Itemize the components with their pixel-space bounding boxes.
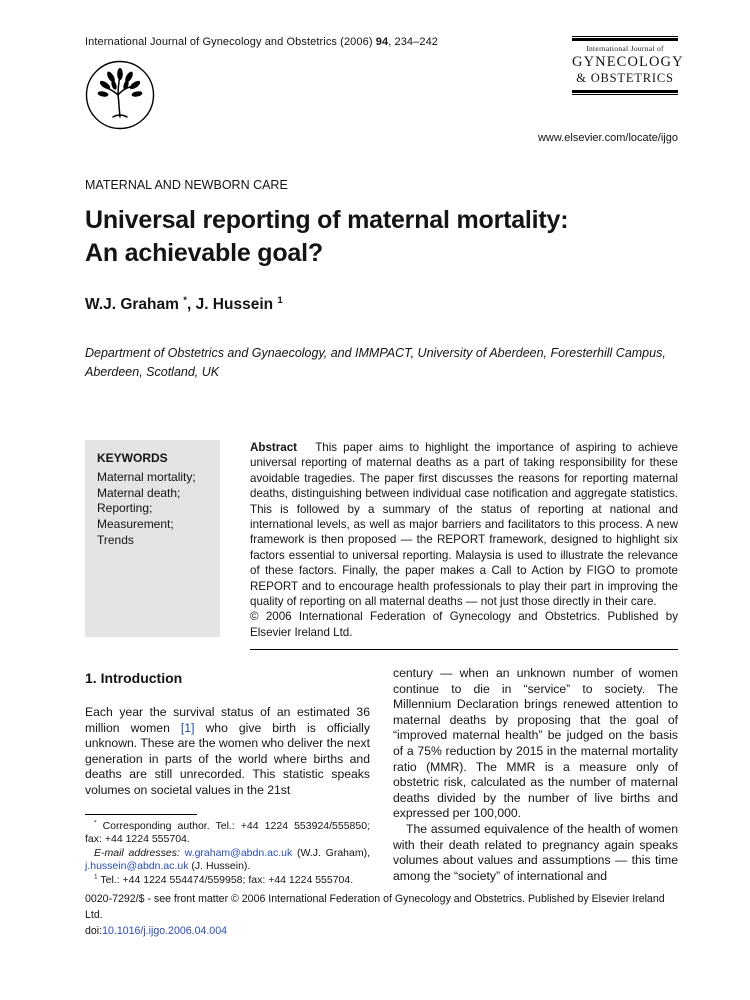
page-footer — [85, 892, 685, 940]
citation-pages: , 234–242 — [388, 36, 439, 48]
footnote-tel: $^1$ Tel.: +44 1224 554474/559958; fax: +44 1224 555704. — [94, 873, 354, 887]
reference-link-1[interactable]: [1] — [180, 720, 195, 735]
email-link-hussein[interactable]: j.hussein@abdn.ac.uk — [85, 860, 189, 873]
body-paragraph: century — when an unknown number of women continue to die in “service” to society. The Millennium Declaration brings renewed attention to maternal deaths by proposing that the goal of “improved maternal health” be judged on the basis of a 75% reduction by 2015 in the maternal mortality ratio (MMR). The MMR is a measure only of obstetric risk, calculated as the number of maternal deaths divided by the number of live births and expressed per 100,000. — [393, 666, 678, 821]
masthead-title-line2: & OBSTETRICS — [576, 71, 674, 85]
keyword-item: Maternal mortality; — [97, 469, 196, 484]
left-column — [85, 666, 370, 888]
author-2: J. Hussein — [195, 296, 274, 313]
abstract-copyright: © 2006 International Federation of Gynecology and Obstetrics. Published by Elsevier Ireland Ltd. — [250, 610, 678, 639]
author-2-footnote-mark: 1 — [277, 294, 283, 306]
section-heading-introduction: 1. Introduction — [85, 670, 183, 686]
article-title-line2: An achievable goal? — [85, 238, 323, 267]
masthead-subtitle: International Journal of — [586, 44, 664, 53]
intro-paragraph: Each year the survival status of an estimated 36 million women [1] who give birth is officially unknown. These are the women who deliver the next generation in parts of the world where births and deaths are still unrecorded. This statistic speaks volumes on societal values in the 21st — [85, 704, 370, 797]
abstract — [250, 440, 678, 650]
author-separator: , — [186, 296, 196, 313]
footnote-divider — [85, 814, 197, 815]
masthead-rule-bottom-thin — [572, 94, 678, 95]
doi-link[interactable]: 10.1016/j.ijgo.2006.04.004 — [102, 924, 227, 937]
affiliation — [85, 344, 666, 382]
front-matter-line: 0020-7292/$ - see front matter © 2006 International Federation of Gynecology and Obstetrics. Published by Elsevier Ireland Ltd. — [85, 893, 665, 921]
abstract-text: Abstract This paper aims to highlight the importance of aspiring to achieve universal reporting of maternal deaths as a part of taking responsibility for these avoidable tragedies. The paper first discusses the reasons for reporting maternal deaths, distinguishing between individual case notification and aggregate statistics. This is followed by a summary of the status of reporting at national and international levels, as well as major barriers and facilitators to this process. A new framework is then proposed — the REPORT framework, designed to highlight six factors essential to universal reporting. Malaysia is used to illustrate the relevance of these factors. Finally, the paper makes a Call to Action by FIGO to promote REPORT and to encourage health professionals to play their part in improving the quality of reporting on all maternal deaths — not just those directly in their care. — [250, 441, 678, 609]
keywords-box — [85, 440, 220, 637]
article-title-line1: Universal reporting of maternal mortality: — [85, 206, 569, 234]
footnote-emails: E-mail addresses: w.graham@abdn.ac.uk (W.J. Graham), j.hussein@abdn.ac.uk (J. Hussein). — [85, 846, 371, 873]
corresponding-author-mark: * — [183, 294, 187, 306]
journal-website-link[interactable]: www.elsevier.com/locate/ijgo — [537, 132, 678, 144]
journal-masthead — [572, 36, 684, 95]
author-1: W.J. Graham — [85, 296, 179, 313]
affiliation-line1: Department of Obstetrics and Gynaecology, and IMMPACT, University of Aberdeen, Foresterhill Campus, — [85, 346, 666, 360]
author-list — [85, 296, 283, 314]
keyword-item: Measurement; — [97, 517, 174, 532]
affiliation-line2: Aberdeen, Scotland, UK — [85, 364, 220, 379]
keyword-item: Reporting; — [97, 501, 153, 516]
citation-volume: 94 — [375, 36, 389, 48]
masthead-rule-top-thin — [572, 36, 678, 37]
doi-line: doi:10.1016/j.ijgo.2006.04.004 — [85, 924, 227, 937]
journal-citation — [85, 36, 438, 48]
footnotes — [85, 820, 370, 888]
email-link-graham[interactable]: w.graham@abdn.ac.uk — [184, 846, 293, 859]
keyword-item: Trends — [97, 533, 134, 548]
article-body — [85, 666, 678, 888]
body-paragraph: The assumed equivalence of the health of women with their death related to pregnancy again speaks volumes about values and assumptions — this time among the “society” of international and — [393, 822, 678, 883]
keywords-heading: KEYWORDS — [97, 451, 168, 465]
journal-emblem-icon — [83, 58, 157, 137]
citation-journal: International Journal of Gynecology and Obstetrics (2006) — [85, 36, 376, 48]
footnote-corresponding: * Corresponding author. Tel.: +44 1224 553924/555850; fax: +44 1224 555704. — [85, 819, 370, 846]
masthead-rule-top-thick — [572, 38, 678, 41]
article-category: MATERNAL AND NEWBORN CARE — [85, 178, 288, 192]
article-title — [85, 204, 568, 269]
masthead-rule-bottom-thick — [572, 90, 678, 93]
abstract-label: Abstract — [250, 441, 298, 454]
keyword-item: Maternal death; — [97, 485, 181, 500]
abstract-section — [85, 440, 678, 650]
right-column — [393, 666, 678, 888]
masthead-title-line1: GYNECOLOGY — [572, 54, 684, 70]
